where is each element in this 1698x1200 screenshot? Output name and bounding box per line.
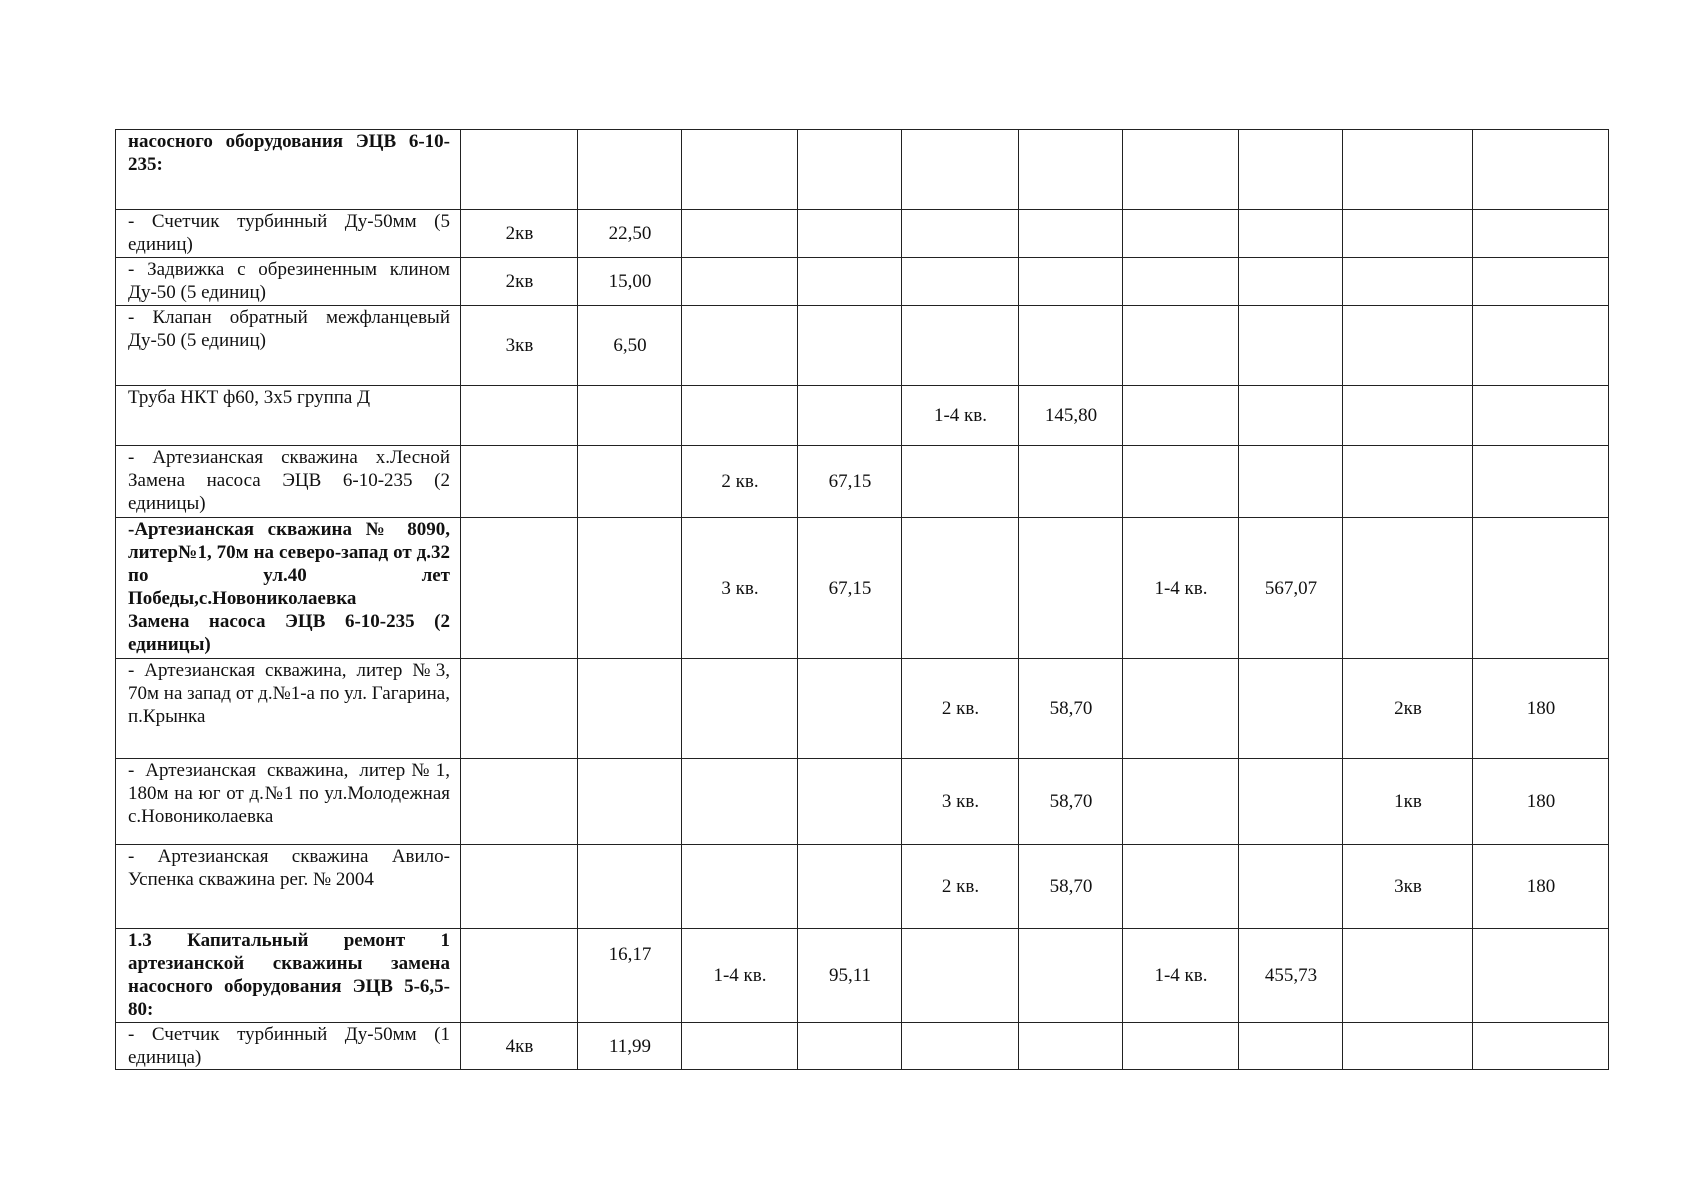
table-cell <box>1239 659 1343 759</box>
item-description <box>116 258 461 306</box>
table-cell <box>1473 130 1609 210</box>
table-body <box>116 130 1609 1070</box>
item-description <box>116 130 461 210</box>
description-line: - Артезианская скважина, литер№1, 180м на юг от д.№1 по ул.Молодежная с.Новониколаевка <box>128 760 450 827</box>
table-cell <box>1019 306 1123 386</box>
table-cell <box>461 130 578 210</box>
description-line: Труба НКТ ф60, 3х5 группа Д <box>128 387 371 408</box>
table-cell <box>1343 446 1473 518</box>
table-cell <box>1473 1023 1609 1070</box>
description-line: - Счетчик турбинный Ду-50мм (5 единиц) <box>128 211 450 255</box>
table-cell <box>1123 759 1239 845</box>
item-description <box>116 306 461 386</box>
table-cell <box>798 210 902 258</box>
table-cell <box>1239 845 1343 929</box>
table-cell <box>1239 446 1343 518</box>
table-row <box>116 845 1609 929</box>
table-cell <box>1343 1023 1473 1070</box>
table-cell <box>1239 258 1343 306</box>
table-cell <box>682 1023 798 1070</box>
table-cell <box>1343 130 1473 210</box>
table-row <box>116 306 1609 386</box>
description-line: - Клапан обратный межфланцевый Ду-50 (5 единиц) <box>128 307 450 351</box>
table-cell <box>1343 386 1473 446</box>
table-cell: 95,11 <box>798 929 902 1023</box>
table-cell: 2 кв. <box>902 659 1019 759</box>
item-description <box>116 659 461 759</box>
table-cell <box>682 258 798 306</box>
table-row <box>116 386 1609 446</box>
table-cell <box>578 845 682 929</box>
table-cell <box>1019 130 1123 210</box>
table-cell <box>1019 929 1123 1023</box>
table-cell <box>682 845 798 929</box>
table-row <box>116 759 1609 845</box>
table-cell <box>461 386 578 446</box>
table-cell <box>682 386 798 446</box>
table-cell <box>1123 258 1239 306</box>
table-cell: 67,15 <box>798 446 902 518</box>
table-cell: 16,17 <box>578 929 682 1023</box>
table-cell <box>682 130 798 210</box>
table-cell <box>578 659 682 759</box>
table-cell <box>1123 306 1239 386</box>
table-cell <box>461 759 578 845</box>
table-cell: 58,70 <box>1019 845 1123 929</box>
table-cell: 22,50 <box>578 210 682 258</box>
table-cell <box>1019 1023 1123 1070</box>
table-cell: 455,73 <box>1239 929 1343 1023</box>
table-cell <box>1123 1023 1239 1070</box>
table-cell: 15,00 <box>578 258 682 306</box>
table-cell: 3кв <box>461 306 578 386</box>
table-cell: 3 кв. <box>902 759 1019 845</box>
table-cell: 145,80 <box>1019 386 1123 446</box>
item-description <box>116 210 461 258</box>
table-cell: 2кв <box>1343 659 1473 759</box>
table-cell: 58,70 <box>1019 659 1123 759</box>
table-cell: 3кв <box>1343 845 1473 929</box>
description-line: - Счетчик турбинный Ду-50мм (1 единица) <box>128 1024 450 1068</box>
table-cell <box>798 258 902 306</box>
table-cell <box>902 130 1019 210</box>
table-cell: 3 кв. <box>682 518 798 659</box>
description-line: насосного оборудования ЭЦВ 6-10-235: <box>128 131 450 175</box>
table-cell <box>461 518 578 659</box>
table-cell <box>461 659 578 759</box>
table-cell <box>902 210 1019 258</box>
table-cell: 1-4 кв. <box>902 386 1019 446</box>
table-cell <box>1123 659 1239 759</box>
description-line: 1.3 Капитальный ремонт 1 артезианской скважины замена насосного оборудования ЭЦВ 5-6,5-80: <box>128 930 450 1020</box>
table-cell <box>1473 929 1609 1023</box>
item-description <box>116 759 461 845</box>
table-cell: 1кв <box>1343 759 1473 845</box>
item-description <box>116 929 461 1023</box>
schedule-table <box>115 129 1609 1070</box>
table-cell: 180 <box>1473 759 1609 845</box>
item-description <box>116 1023 461 1070</box>
table-row <box>116 929 1609 1023</box>
table-cell <box>1473 518 1609 659</box>
table-row <box>116 130 1609 210</box>
table-cell <box>1123 386 1239 446</box>
table-cell: 11,99 <box>578 1023 682 1070</box>
table-cell <box>1473 446 1609 518</box>
table-cell: 67,15 <box>798 518 902 659</box>
table-cell <box>1343 210 1473 258</box>
table-cell <box>798 306 902 386</box>
table-cell: 1-4 кв. <box>1123 929 1239 1023</box>
table-cell <box>1239 210 1343 258</box>
table-cell <box>1123 130 1239 210</box>
table-cell <box>1019 446 1123 518</box>
table-cell <box>1343 929 1473 1023</box>
table-row <box>116 659 1609 759</box>
item-description <box>116 845 461 929</box>
description-line: - Артезианская скважина, литер №3, 70м на запад от д.№1-а по ул. Гагарина, п.Крынка <box>128 660 450 727</box>
table-cell: 2кв <box>461 258 578 306</box>
table-cell <box>1343 306 1473 386</box>
item-description <box>116 386 461 446</box>
table-cell: 1-4 кв. <box>682 929 798 1023</box>
table-cell <box>682 759 798 845</box>
table-cell <box>461 845 578 929</box>
table-cell <box>1473 210 1609 258</box>
table-cell: 1-4 кв. <box>1123 518 1239 659</box>
table-cell <box>1343 518 1473 659</box>
table-cell <box>682 306 798 386</box>
table-cell <box>1239 130 1343 210</box>
table-row <box>116 210 1609 258</box>
table-cell <box>1239 1023 1343 1070</box>
table-cell <box>682 659 798 759</box>
table-cell: 2 кв. <box>902 845 1019 929</box>
table-cell: 4кв <box>461 1023 578 1070</box>
table-cell <box>578 759 682 845</box>
table-cell <box>902 929 1019 1023</box>
table-cell: 567,07 <box>1239 518 1343 659</box>
table-row <box>116 1023 1609 1070</box>
table-cell <box>1473 258 1609 306</box>
table-cell <box>1239 386 1343 446</box>
table-cell <box>682 210 798 258</box>
table-row <box>116 518 1609 659</box>
table-cell <box>578 130 682 210</box>
table-cell <box>798 386 902 446</box>
description-line: - Задвижка с обрезиненным клином Ду-50 (5 единиц) <box>128 259 450 303</box>
table-cell <box>1019 210 1123 258</box>
table-row <box>116 446 1609 518</box>
table-cell <box>461 446 578 518</box>
table-cell <box>902 446 1019 518</box>
table-row <box>116 258 1609 306</box>
description-line: - Артезианская скважина х.Лесной Замена насоса ЭЦВ 6-10-235 (2 единицы) <box>128 447 450 514</box>
table-cell <box>1473 386 1609 446</box>
table-cell <box>798 759 902 845</box>
table-cell <box>798 659 902 759</box>
table-cell <box>1123 845 1239 929</box>
item-description <box>116 518 461 659</box>
table-cell: 2кв <box>461 210 578 258</box>
table-cell <box>578 386 682 446</box>
table-cell <box>578 446 682 518</box>
table-cell <box>902 258 1019 306</box>
table-cell <box>1123 446 1239 518</box>
table-cell <box>1343 258 1473 306</box>
table-cell <box>798 1023 902 1070</box>
table-cell <box>1473 306 1609 386</box>
description-line: - Артезианская скважина Авило-Успенка скважина рег. № 2004 <box>128 846 450 890</box>
table-cell <box>1239 306 1343 386</box>
table-cell <box>1123 210 1239 258</box>
item-description <box>116 446 461 518</box>
table-cell: 180 <box>1473 845 1609 929</box>
table-cell <box>1239 759 1343 845</box>
table-cell: 180 <box>1473 659 1609 759</box>
table-cell: 58,70 <box>1019 759 1123 845</box>
table-cell <box>902 518 1019 659</box>
table-cell: 2 кв. <box>682 446 798 518</box>
table-cell <box>902 306 1019 386</box>
table-cell <box>798 130 902 210</box>
description-line: -Артезианская скважина № 8090, литер№1, 70м на северо-запад от д.32 по ул.40 лет Победы,с.Новониколаевка <box>128 519 450 609</box>
table-cell <box>798 845 902 929</box>
table-cell <box>902 1023 1019 1070</box>
table-cell <box>1019 518 1123 659</box>
description-line: Замена насоса ЭЦВ 6-10-235 (2 единицы) <box>128 611 450 655</box>
table-cell <box>461 929 578 1023</box>
table-cell <box>578 518 682 659</box>
table-cell <box>1019 258 1123 306</box>
table-cell: 6,50 <box>578 306 682 386</box>
